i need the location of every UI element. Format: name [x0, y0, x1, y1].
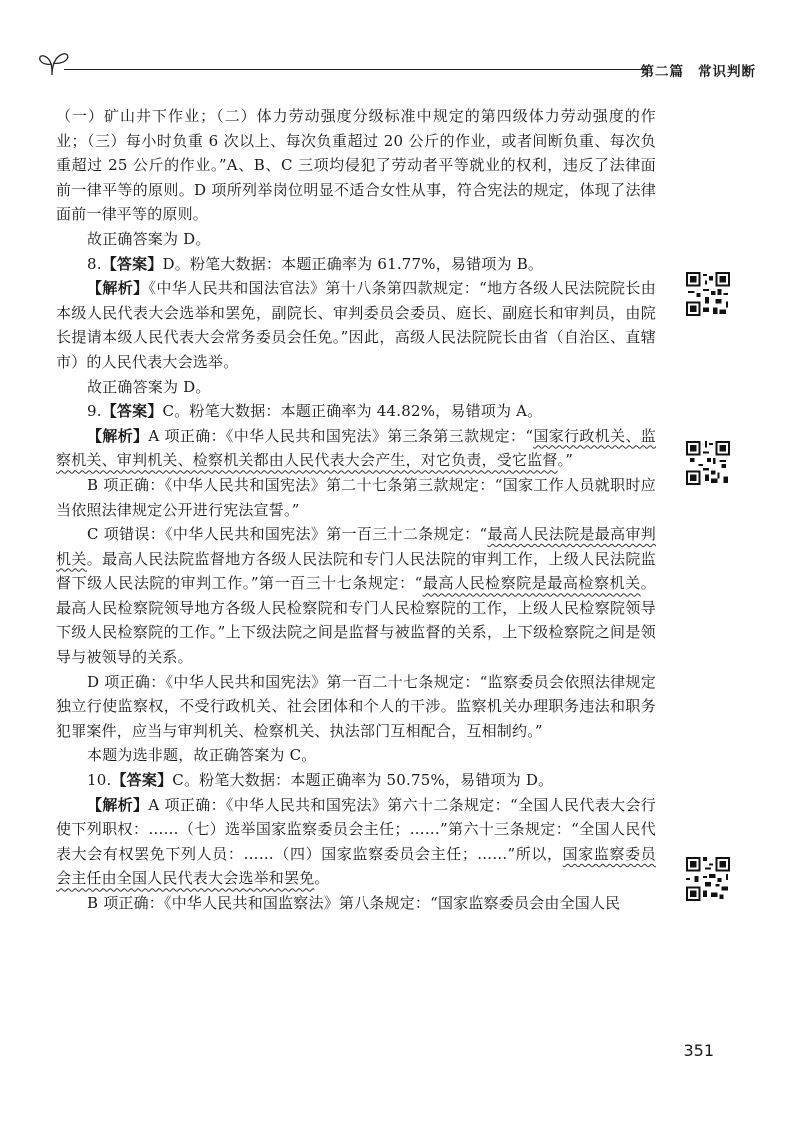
page-header — [38, 40, 762, 80]
analysis-paragraph: 【解析】A 项正确：《中华人民共和国宪法》第三条第三款规定：“国家行政机关、监察机关、审判机关、检察机关都由人民代表大会产生，对它负责，受它监督。” — [56, 426, 656, 470]
key-point-underline: 国家监察委员会主任由全国人民代表大会选举和罢免 — [56, 844, 656, 888]
leaf-sprout-icon — [38, 46, 70, 76]
answer-label: 【答案】 — [101, 402, 163, 421]
analysis-paragraph: 【解析】《中华人民共和国法官法》第十八条第四款规定：“地方各级人民法院院长由本级人民代表大会选举和罢免，副院长、审判委员会委员、庭长、副庭长和审判员，由院长提请本级人民代表大会常务委员会任免。”因此，高级人民法院院长由省（自治区、直辖市）的人民代表大会选举。 — [56, 279, 656, 371]
question-number: 9. — [87, 402, 102, 421]
analysis-label: 【解析】 — [87, 426, 149, 445]
page-number: 351 — [683, 1041, 714, 1060]
paragraph: 故正确答案为 D。 — [87, 377, 211, 396]
key-point-underline: 国家行政机关、监察机关、审判机关、检察机关都由人民代表大会产生，对它负责，受它监督 — [56, 426, 656, 470]
header-rule — [64, 69, 648, 70]
header-part: 第二篇 — [640, 64, 684, 80]
header-title — [641, 60, 757, 80]
header-section: 常识判断 — [698, 64, 756, 80]
qr-code-icon[interactable] — [686, 857, 730, 901]
key-point-underline: 最高人民检察院是最高检察机关 — [422, 574, 641, 593]
paragraph: D 项正确：《中华人民共和国宪法》第一百二十七条规定：“监察委员会依照法律规定独立行使监察权，不受行政机关、社会团体和个人的干涉。监察机关办理职务违法和职务犯罪案件，应当与审判机关、检察机关、执法部门互相配合，互相制约。” — [56, 672, 656, 740]
key-point-underline: 最高人民法院是最高审判机关 — [56, 525, 656, 568]
answer-label: 【答案】 — [101, 254, 163, 273]
question-number: 8. — [87, 254, 102, 273]
answer-text: C。粉笔大数据：本题正确率为 50.75%，易错项为 D。 — [172, 771, 554, 790]
paragraph: 本题为选非题，故正确答案为 C。 — [87, 746, 317, 765]
answer-line-10 — [56, 768, 656, 793]
qr-code-icon[interactable] — [686, 272, 730, 316]
answer-text: C。粉笔大数据：本题正确率为 44.82%，易错项为 A。 — [162, 402, 543, 421]
answer-label: 【答案】 — [111, 771, 173, 790]
paragraph: B 项正确：《中华人民共和国监察法》第八条规定：“国家监察委员会由全国人民 — [87, 894, 621, 912]
answer-line-9 — [56, 399, 656, 424]
question-number: 10. — [87, 771, 112, 790]
paragraph: B 项正确：《中华人民共和国宪法》第二十七条第三款规定：“国家工作人员就职时应当依照法律规定公开进行宪法宣誓。” — [56, 475, 656, 519]
answer-line-8 — [56, 252, 656, 277]
paragraph: C 项错误：《中华人民共和国宪法》第一百三十二条规定：“最高人民法院是最高审判机关。最高人民法院监督地方各级人民法院和专门人民法院的审判工作，上级人民法院监督下级人民法院的审判工作。”第一百三十七条规定：“最高人民检察院是最高检察机关。最高人民检察院领导地方各级人民检察院和专门人民检察院的工作，上级人民检察院领导下级人民检察院的工作。”上下级法院之间是监督与被监督的关系，上下级检察院之间是领导与被领导的关系。 — [56, 525, 656, 667]
paragraph: 故正确答案为 D。 — [87, 229, 211, 248]
paragraph: （一）矿山井下作业；（二）体力劳动强度分级标准中规定的第四级体力劳动强度的作业；（三）每小时负重 6 次以上、每次负重超过 20 公斤的作业，或者间断负重、每次负重超过 25 公斤的作业。”A、B、C 三项均侵犯了劳动者平等就业的权利，违反了法律面前一律平等的原则。D 项所列举岗位明显不适合女性从事，符合宪法的规定，体现了法律面前一律平等的原则。 — [56, 107, 656, 224]
analysis-label: 【解析】 — [87, 795, 149, 814]
qr-code-icon[interactable] — [686, 441, 730, 485]
analysis-label: 【解析】 — [87, 279, 149, 298]
answer-text: D。粉笔大数据：本题正确率为 61.77%，易错项为 B。 — [162, 254, 544, 273]
page-content — [56, 104, 656, 916]
analysis-paragraph: 【解析】A 项正确：《中华人民共和国宪法》第六十二条规定：“全国人民代表大会行使下列职权：……（七）选举国家监察委员会主任；……”第六十三条规定：“全国人民代表大会有权罢免下列人员：……（四）国家监察委员会主任；……”所以，国家监察委员会主任由全国人民代表大会选举和罢免。 — [56, 795, 656, 888]
